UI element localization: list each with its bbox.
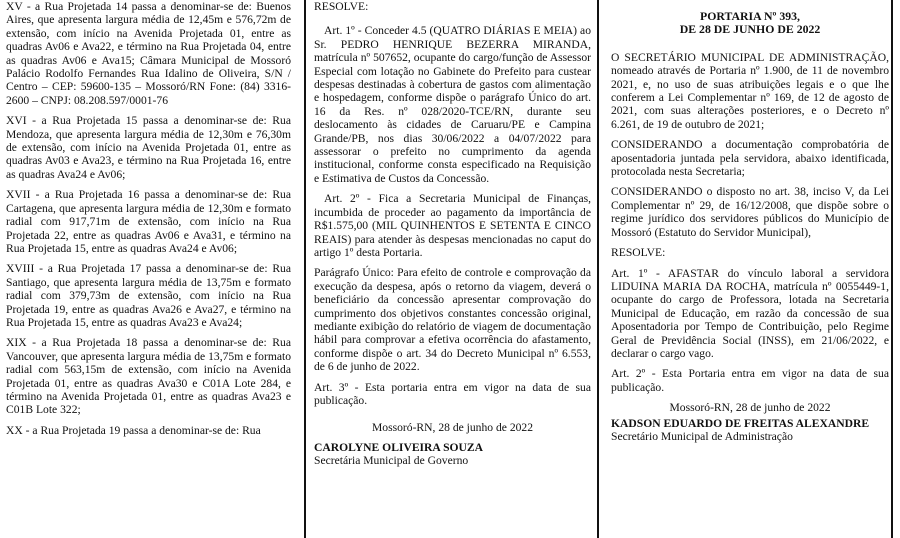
column-middle xyxy=(311,0,595,538)
column-right xyxy=(605,0,891,538)
portaria-date: DE 28 DE JUNHO DE 2022 xyxy=(679,22,821,37)
considerando-1: CONSIDERANDO a documentação comprobatória de aposentadoria juntada pela servidora, abaixo identificada, protocolada nesta Secretaria; xyxy=(611,138,889,179)
signatory-name: CAROLYNE OLIVEIRA SOUZA xyxy=(314,440,484,454)
considerando-2: CONSIDERANDO o disposto no art. 38, inciso V, da Lei Complementar nº 29, de 16/12/2008, que dispõe sobre o regime jurídico dos servidores públicos do Município de Mossoró (Estatuto do Servidor Municipal), xyxy=(611,185,889,239)
column-divider-2 xyxy=(597,0,599,538)
paragraph-xx: XX - a Rua Projetada 19 passa a denominar-se de: Rua xyxy=(6,423,261,437)
column-divider-3 xyxy=(891,0,893,538)
resolve-heading: RESOLVE: xyxy=(314,0,369,13)
signature-date: Mossoró-RN, 28 de junho de 2022 xyxy=(669,401,831,415)
column-divider-1 xyxy=(304,0,306,538)
paragrafo-unico: Parágrafo Único: Para efeito de controle e comprovação da execução da despesa, após o retorno da viagem, deverá o beneficiário da concessão apresentar comprovação do cumprimento dos objetivos constantes concessão original, mediante exibição do relatório de viagem de documentação hábil para comprovar a efetiva ocorrência do afastamento, conforme dispõe o art. 34 do Decreto Municipal nº 6.553, de 6 de junho de 2022. xyxy=(314,266,591,374)
paragraph-xix: XIX - a Rua Projetada 18 passa a denominar-se de: Rua Vancouver, que apresenta largura média de 13,75m e formato radial com 563,15m de extensão, com início na Avenida Projetada 01, entre as quadras Ava30 e C01A Lote 284, e término na Avenida Projetada 01, entre as quadras Ava23 e C01B Lote 322; xyxy=(6,336,291,417)
signatory-role: Secretário Municipal de Administração xyxy=(611,429,793,443)
portaria-title xyxy=(611,10,889,37)
column-left xyxy=(4,0,295,538)
article-2: Art. 2º - Esta Portaria entra em vigor na data de sua publicação. xyxy=(611,367,889,394)
paragraph-xvi: XVI - a Rua Projetada 15 passa a denominar-se de: Rua Mendoza, que apresenta largura média de 12,30m e 76,30m de extensão, com início na Avenida Projetada 01, entre as quadras Av03 e Ava23, e término na Rua Projetada 16, entre as quadras Ava24 e Av06; xyxy=(6,114,291,181)
paragraph-xviii: XVIII - a Rua Projetada 17 passa a denominar-se de: Rua Santiago, que apresenta largura média de 13,75m e formato radial com 379,73m de extensão, com início na Rua Projetada 19, entre as quadras Ava26 e Ava27, e término na Rua Projetada 15, entre as quadras Ava23 e Ava24; xyxy=(6,262,291,329)
resolve-heading: RESOLVE: xyxy=(611,246,666,260)
signatory-name: KADSON EDUARDO DE FREITAS ALEXANDRE xyxy=(611,416,870,430)
article-2: Art. 2º - Fica a Secretaria Municipal de Finanças, incumbida de proceder ao pagamento da importância de R$1.575,00 (MIL QUINHENTOS E SETENTA E CINCO REAIS) para atender às despesas mencionadas no caput do artigo 1º desta Portaria. xyxy=(314,192,591,259)
paragraph-xvii: XVII - a Rua Projetada 16 passa a denominar-se de: Rua Cartagena, que apresenta largura média de 12,30m e formato radial com 917,71m de extensão, com início na Rua Projetada 22, entre as quadras Av06 e Ava31, e término na Rua Projetada 15, entre as quadras Ava24 e Av06; xyxy=(6,188,291,255)
article-1: Art. 1º - Conceder 4.5 (QUATRO DIÁRIAS E MEIA) ao Sr. PEDRO HENRIQUE BEZERRA MIRANDA, matrícula nº 507652, ocupante do cargo/função de Assessor Especial com lotação no Gabinete do Prefeito para custear despesas destinadas à cobertura de gastos com alimentação e hospedagem, conforme dispõe o parágrafo Único do art. 16 da Res. nº 028/2020-TCE/RN, durante seu deslocamento às cidades de Caruaru/PE e Campina Grande/PB, nos dias 30/06/2022 a 04/07/2022 para assessorar o prefeito no cumprimento da agenda institucional, conforme consta especificado na Requisição e Estimativa de Custos da Concessão. xyxy=(314,24,591,185)
signatory-role: Secretária Municipal de Governo xyxy=(314,454,469,468)
signature-date: Mossoró-RN, 28 de junho de 2022 xyxy=(371,421,534,435)
paragraph-xv: XV - a Rua Projetada 14 passa a denominar-se de: Buenos Aires, que apresenta largura média de 12,45m e 576,72m de extensão, com início na Avenida Projetada 01, entre as quadras Av06 e Ava22, e término na Rua Projetada 04, entre as quadras Av06 e Ava15; Câmara Municipal de Mossoró Palácio Rodolfo Fernandes Rua Idalino de Oliveira, S/N / Centro – CEP: 59600-135 – Mossoró/RN Fone: (84) 3316-2600 – CNPJ: 08.208.597/0001-76 xyxy=(6,0,291,107)
preamble: O SECRETÁRIO MUNICIPAL DE ADMINISTRAÇÃO, nomeado através de Portaria nº 1.900, de 11 de novembro 2021, e, no uso de suas atribuições legais e o que lhe conferem a Lei Complementar nº 169, de 12 de agosto de 2021, com suas alterações posteriores, e o Decreto nº 6.261, de 19 de outubro de 2021; xyxy=(611,50,889,131)
article-3: Art. 3º - Esta portaria entra em vigor na data de sua publicação. xyxy=(314,380,591,407)
article-1: Art. 1º - AFASTAR do vínculo laboral a servidora LIDUINA MARIA DA ROCHA, matrícula nº 0055449-1, ocupante do cargo de Professora, lotada na Secretaria Municipal de Educação, em razão da concessão de sua Aposentadoria por Tempo de Contribuição, pelo Regime Geral de Previdência Social (INSS), em 21/06/2022, e declarar o cargo vago. xyxy=(611,266,889,360)
portaria-number: PORTARIA Nº 393, xyxy=(700,9,800,23)
